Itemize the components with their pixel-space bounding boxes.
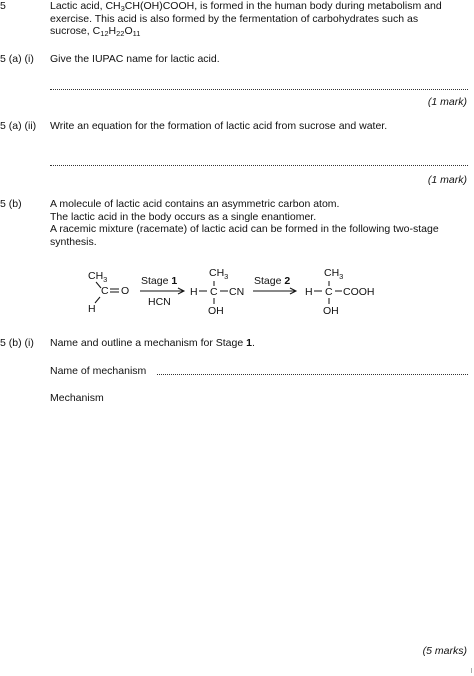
p1-oh: OH — [208, 305, 224, 317]
lactic-acid-structure — [305, 267, 375, 317]
part-b-label: 5 (b) — [0, 198, 22, 210]
stage-1-arrow — [140, 275, 184, 308]
question-intro: Lactic acid, $CH_3CH(OH)COOH$, is formed in the human body during metabolism and exercise. This acid is also formed by the fermentation of carbohydrates such as sucrose, $C_{12}H_{22}O_{11}$ — [50, 0, 442, 38]
marks-b-i: (5 marks) — [422, 645, 467, 657]
mechanism-answer-space[interactable] — [50, 410, 468, 635]
part-a-ii-label: 5 (a) (ii) — [0, 120, 37, 132]
ethanal-structure — [88, 270, 129, 315]
ch3-label: $CH_3$ — [88, 270, 108, 284]
part-b-text: A molecule of lactic acid contains an asymmetric carbon atom. The lactic acid in the body occurs as a single enantiomer. A racemic mixture (racemate) of lactic acid can be formed in the following two-stage synthesis. — [50, 198, 439, 248]
p2-cooh: COOH — [343, 286, 375, 298]
mechanism-name-label: Name of mechanism — [50, 365, 147, 377]
p2-ch3: $CH_3$ — [324, 267, 344, 281]
marks-a-i: (1 mark) — [427, 96, 467, 108]
stage-2-label: Stage 2 — [254, 275, 291, 287]
p1-h: H — [190, 286, 198, 298]
p2-oh: OH — [323, 305, 339, 317]
part-a-i-question: Give the IUPAC name for lactic acid. — [50, 53, 220, 65]
stage-1-label: Stage 1 — [141, 275, 178, 287]
bond-c-h — [95, 297, 100, 303]
hydrogen-label: H — [88, 303, 96, 315]
p1-c: C — [210, 286, 218, 298]
part-a-i-label: 5 (a) (i) — [0, 53, 34, 65]
hydroxynitrile-structure — [190, 267, 244, 317]
part-a-ii-question: Write an equation for the formation of lactic acid from sucrose and water. — [50, 120, 388, 132]
part-b-i-label: 5 (b) (i) — [0, 337, 34, 349]
reaction-scheme — [0, 262, 474, 322]
p1-cn: CN — [229, 286, 245, 298]
answer-line-a-ii[interactable] — [50, 165, 468, 166]
marks-a-ii: (1 mark) — [427, 174, 467, 186]
answer-line-a-i[interactable] — [50, 89, 468, 90]
mechanism-label: Mechanism — [50, 392, 104, 404]
hcn-reagent: HCN — [148, 296, 171, 308]
page-edge-mark — [471, 668, 472, 673]
p1-ch3: $CH_3$ — [209, 267, 229, 281]
mechanism-name-answer-line[interactable] — [157, 374, 468, 375]
part-b-i-question: Name and outline a mechanism for Stage 1. — [50, 337, 255, 349]
question-number: 5 — [0, 0, 6, 12]
p2-c: C — [325, 286, 333, 298]
carbonyl-carbon: C — [101, 285, 109, 297]
stage-2-arrow — [253, 275, 296, 294]
p2-h: H — [305, 286, 313, 298]
oxygen-label: O — [121, 285, 130, 297]
